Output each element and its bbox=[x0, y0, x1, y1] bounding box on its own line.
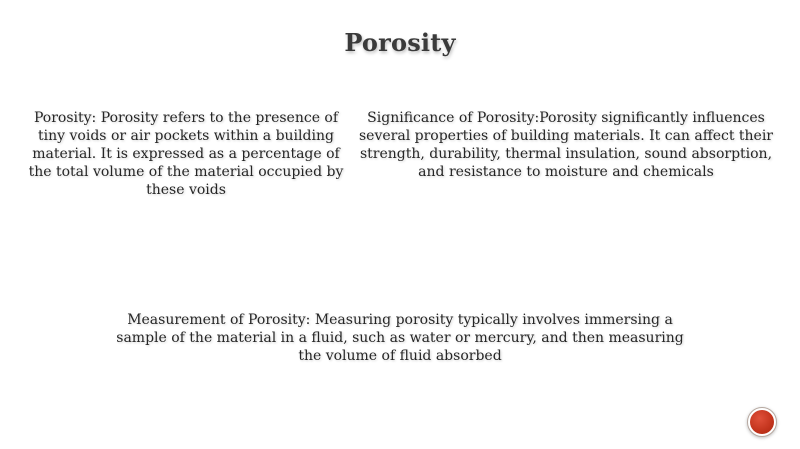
porosity-significance-text: Significance of Porosity:Porosity significantly influences several properties of building materials. It can affect their strength, durability, thermal insulation, sound absorption, and resistance to moisture and chemicals bbox=[358, 110, 773, 180]
slide-nav-button[interactable] bbox=[747, 407, 777, 437]
porosity-definition-text: Porosity: Porosity refers to the presence of tiny voids or air pockets within a building material. It is expressed as a percentage of the total volume of the material occupied by these voids bbox=[28, 110, 344, 198]
porosity-measurement-text: Measurement of Porosity: Measuring porosity typically involves immersing a sample of the material in a fluid, such as water or mercury, and then measuring the volume of fluid absorbed bbox=[116, 312, 684, 364]
slide-title: Porosity bbox=[344, 28, 456, 57]
red-circle-icon bbox=[750, 410, 774, 434]
